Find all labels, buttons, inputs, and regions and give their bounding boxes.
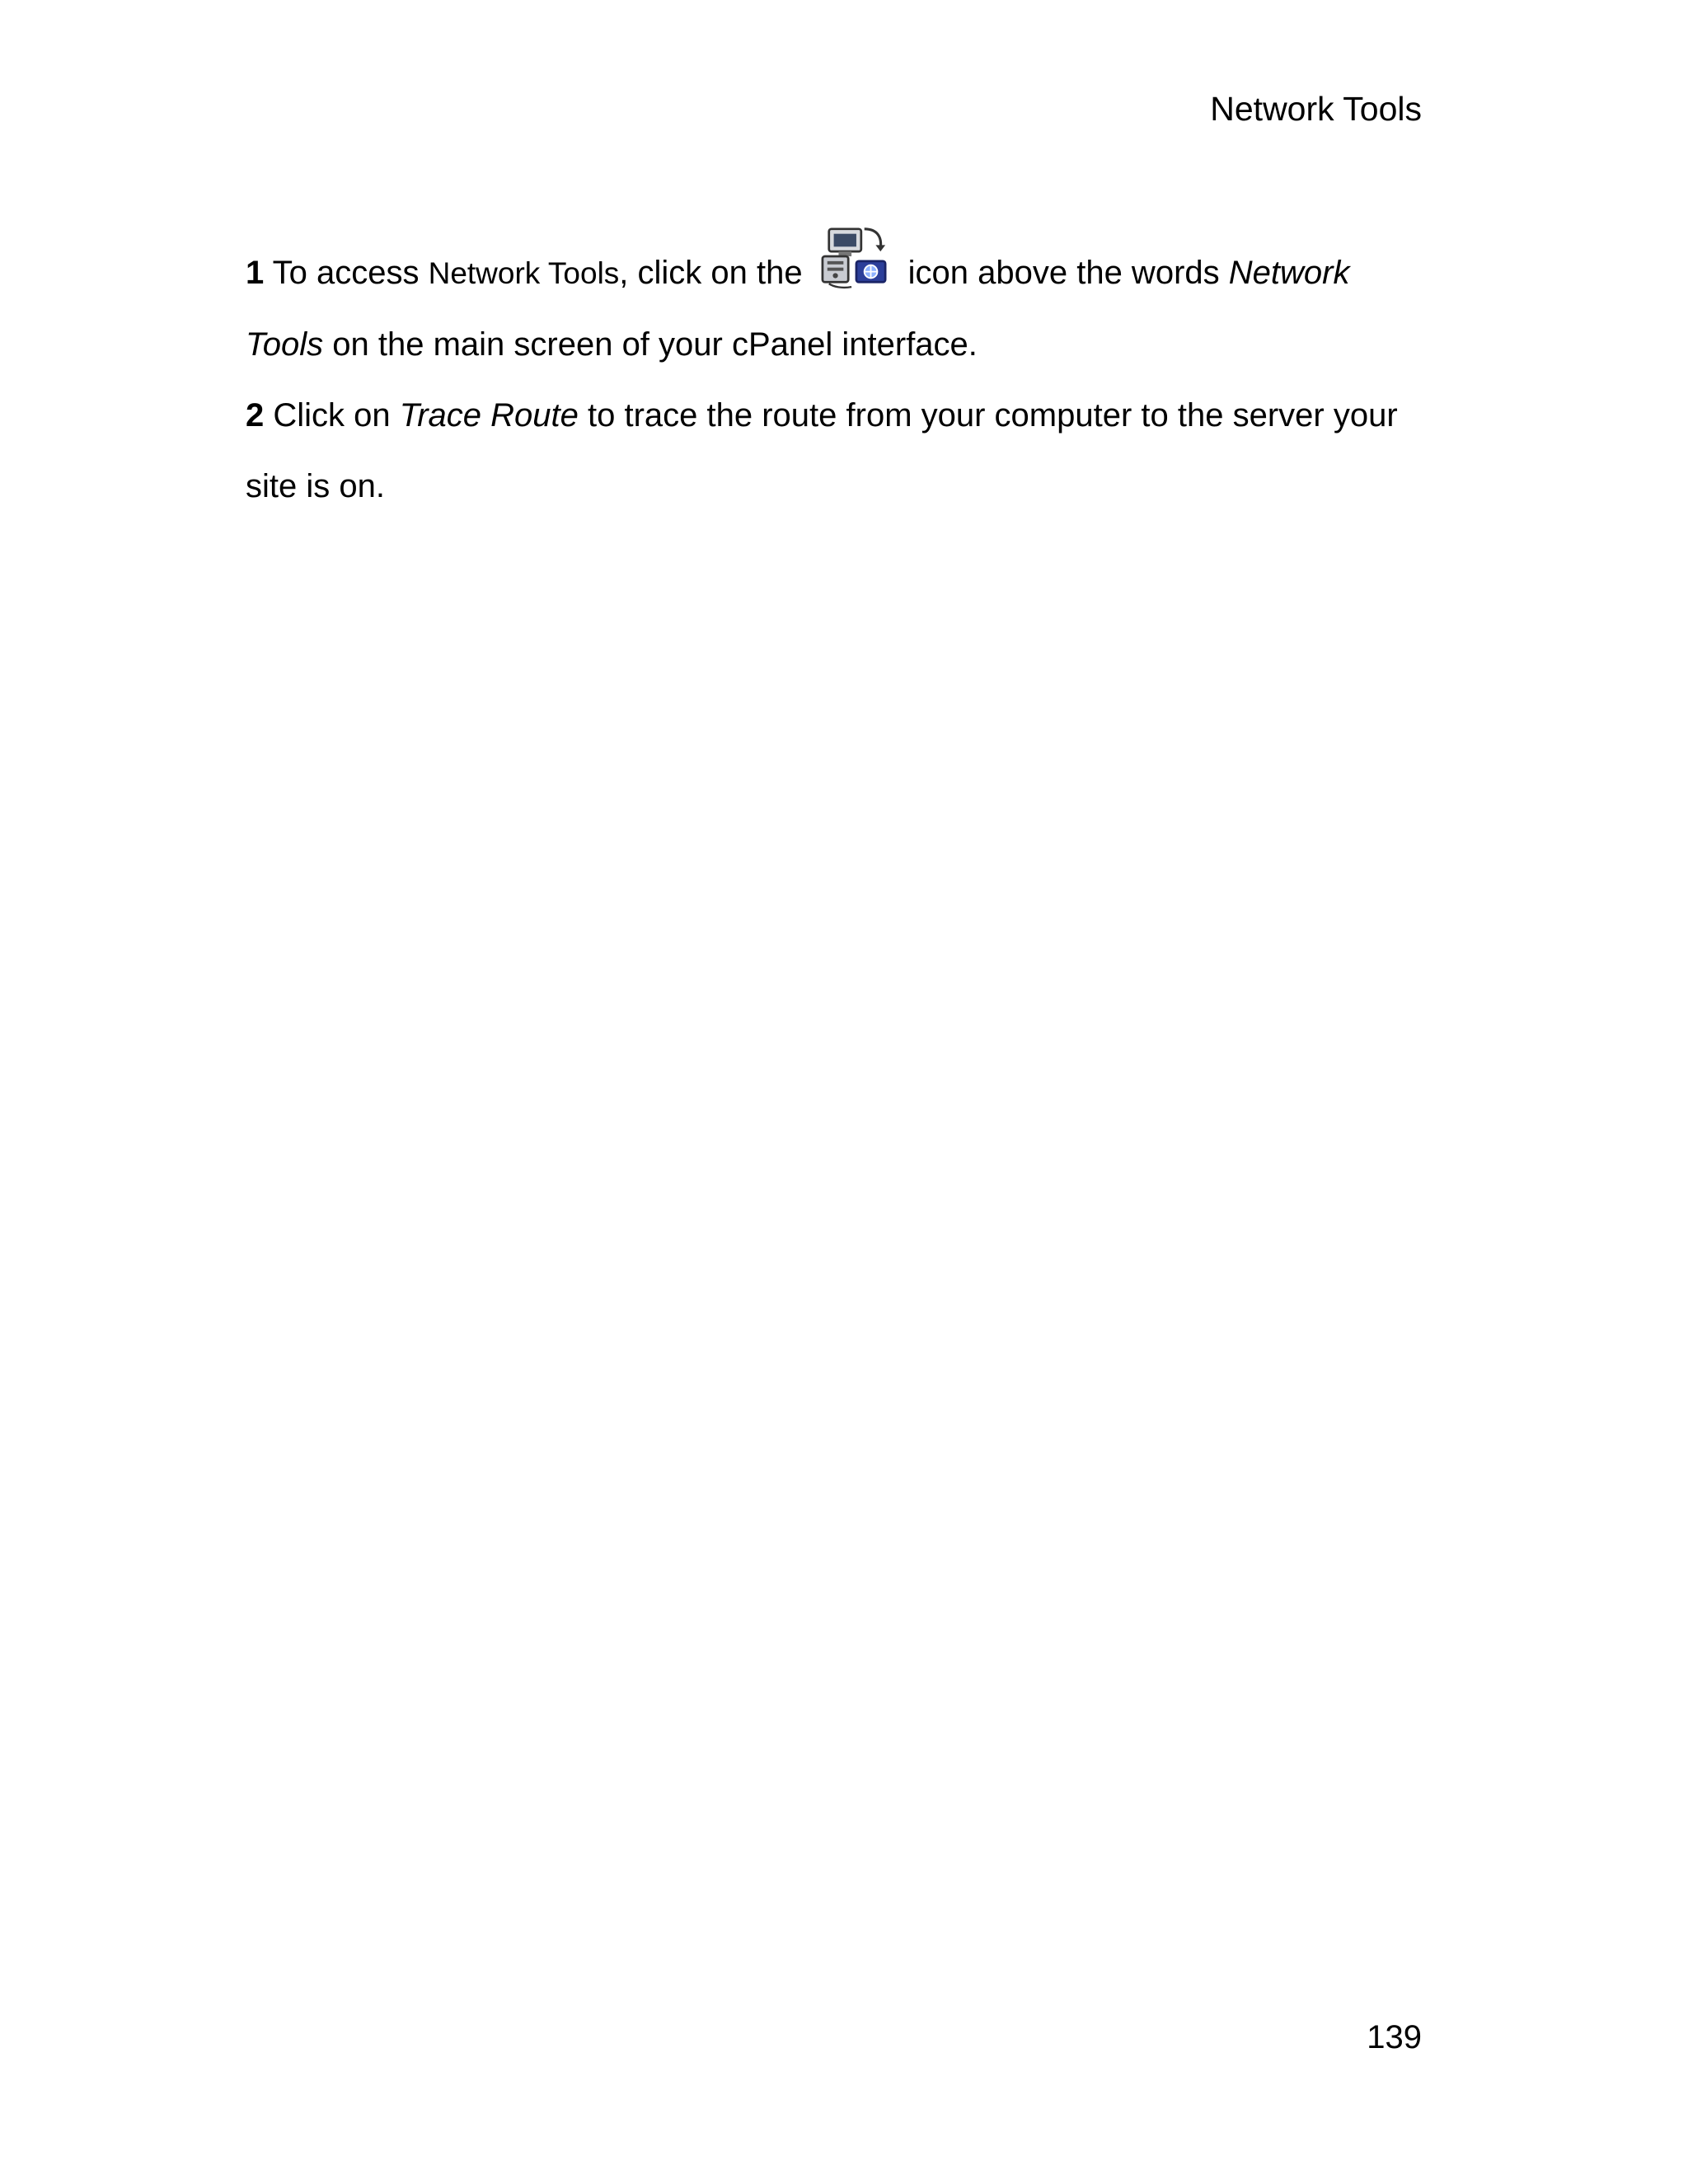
emphasized-term: Trace Route <box>399 397 579 434</box>
step-text: to trace the route from your computer to the server your site is on. <box>246 397 1398 504</box>
step-text: , click on the <box>619 255 803 291</box>
instructions <box>246 223 1432 522</box>
running-header: Network Tools <box>1210 90 1422 128</box>
page-number: 139 <box>1367 2019 1422 2055</box>
step-text: Click on <box>264 397 400 434</box>
network-tools-icon <box>819 223 890 292</box>
step-number: 2 <box>246 397 265 434</box>
step-text: on the main screen of your cPanel interface. <box>323 326 978 363</box>
step-text: icon above the words <box>907 255 1229 291</box>
step-2 <box>246 380 1432 522</box>
step-number: 1 <box>246 255 265 291</box>
step-1 <box>246 223 1432 380</box>
step-text: To access <box>264 255 429 291</box>
tool-name: Network Tools <box>428 256 620 290</box>
emphasized-term: Network Tools <box>246 255 1350 363</box>
